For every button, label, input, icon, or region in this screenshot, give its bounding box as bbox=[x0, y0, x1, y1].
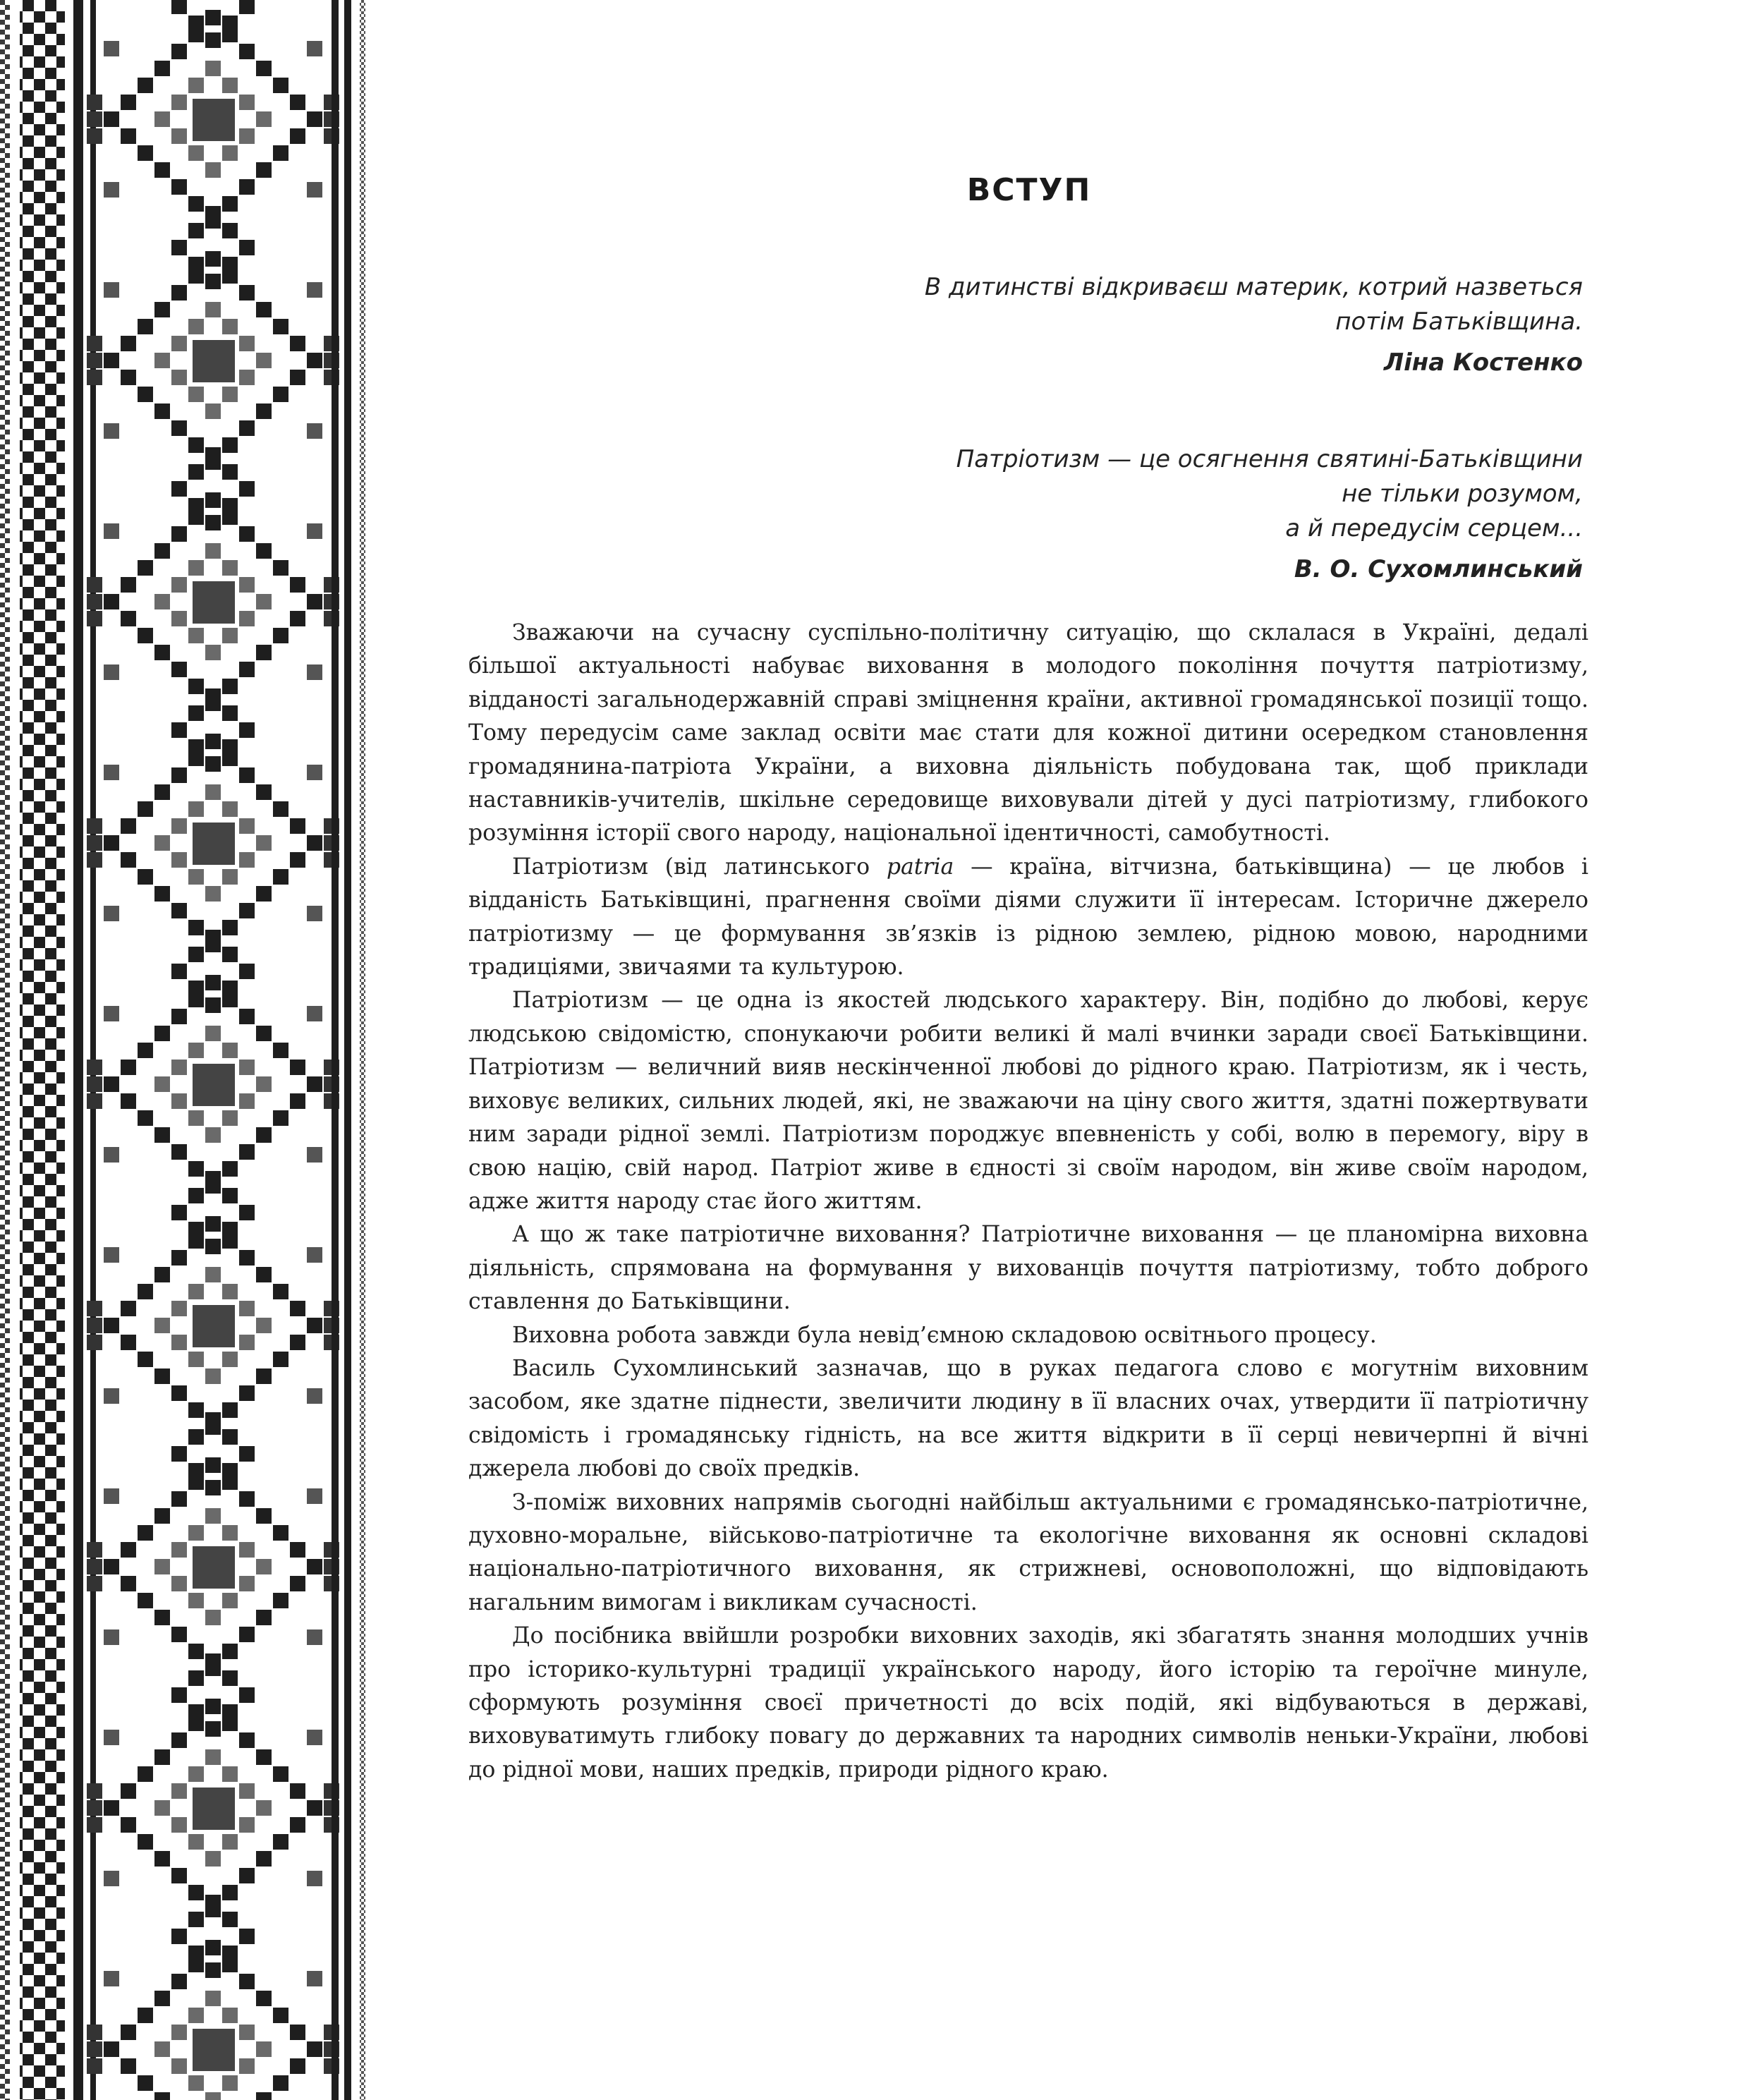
embroidery-ornament-border bbox=[0, 0, 374, 2100]
paragraph-text: Патріотизм (від латинського bbox=[512, 854, 887, 880]
paragraph: Виховна робота завжди була невід’ємною складовою освітнього процесу. bbox=[512, 1322, 1377, 1348]
epigraph-line: потім Батьківщина. bbox=[1335, 308, 1583, 336]
paragraph: А що ж таке патріотичне виховання? Патріотичне виховання — це планомірна виховна діяльність, спрямована на формування у вихованців почуття патріотизму, тобто доброго ставлення до Батьківщини. bbox=[468, 1222, 1588, 1315]
ornament-checker-band bbox=[20, 0, 65, 2100]
epigraph-line: а й передусім серцем... bbox=[1285, 514, 1583, 542]
paragraph: Зважаючи на сучасну суспільно-політичну ситуацію, що склалася в Україні, дедалі більшої актуальності набуває виховання в молодого покоління почуття патріотизму, відданості загальнодержавній справі зміцнення країни, активної громадянської позиції тощо. Тому передусім саме заклад освіти має стати для кожної дитини осередком становлення громадянина-патріота України, а виховна діяльність побудована так, щоб приклади наставників-учителів, шкільне середовище виховували дітей у дусі патріотизму, глибокого розуміння історії свого народу, національної ідентичності, самобутності. bbox=[468, 620, 1588, 846]
ornament-stripe bbox=[332, 0, 339, 2100]
ornament-stripe bbox=[344, 0, 351, 2100]
latin-term: patria bbox=[886, 854, 954, 880]
page-content bbox=[468, 0, 1590, 2100]
ornament-edge-checker bbox=[360, 0, 365, 2100]
epigraph-sukhomlynsky bbox=[956, 442, 1583, 587]
epigraph-author: В. О. Сухомлинський bbox=[1294, 555, 1583, 583]
body-text bbox=[468, 617, 1588, 1787]
paragraph: Патріотизм — це одна із якостей людського характеру. Він, подібно до любові, керує людською свідомістю, спонукаючи робити великі й малі вчинки заради своєї Батьківщини. Патріотизм — величний вияв нескінченної любові до рідного краю. Патріотизм, як і честь, виховує великих, сильних людей, які, не зважаючи на ціну свого життя, здатні пожертвувати ним заради рідної землі. Патріотизм породжує впевненість у собі, волю в перемогу, віру в свою націю, свій народ. Патріот живе в єдності зі своїм народом, він живе своїм народом, адже життя народу стає його життям. bbox=[468, 988, 1588, 1214]
paragraph: Василь Сухомлинський зазначав, що в руках педагога слово є могутнім виховним засобом, яке здатне піднести, звеличити людину в її власних очах, утвердити її патріотичну свідомість і громадянську гідність, на все життя відкрити в її серці невичерпні й вічні джерела любові до своїх предків. bbox=[468, 1355, 1588, 1482]
epigraph-line: Патріотизм — це осягнення святині-Батьківщини bbox=[956, 445, 1583, 473]
paragraph-text: — країна, вітчизна, батьківщина) — це любов і відданість Батьківщині, прагнення своїми діями служити її інтересам. Історичне джерело патріотизму — це формування зв’язків із рідною землею, рідною мовою, народними традиціями, звичаями та культурою. bbox=[468, 854, 1588, 981]
paragraph: До посібника ввійшли розробки виховних заходів, які збагатять знання молодших учнів про історико-культурні традиції українського народу, його історію та героїчне минуле, сформують розуміння своєї причетності до всіх подій, які відбуваються в державі, виховуватимуть глибоку повагу до державних та народних символів неньки-України, любові до рідної мови, наших предків, природи рідного краю. bbox=[468, 1623, 1588, 1783]
ornament-stripe bbox=[73, 0, 83, 2100]
ornament-edge-checker bbox=[0, 0, 10, 2100]
epigraph-line: не тільки розумом, bbox=[1342, 480, 1583, 508]
epigraph-author: Ліна Костенко bbox=[1383, 348, 1583, 377]
epigraph-line: В дитинстві відкриваєш материк, котрий назветься bbox=[924, 273, 1583, 301]
paragraph bbox=[468, 851, 1588, 985]
paragraph: З-поміж виховних напрямів сьогодні найбільш актуальними є громадянсько-патріотичне, духовно-моральне, військово-патріотичне та екологічне виховання як основні складові національно-патріотичного виховання, як стрижневі, основоположні, що відповідають нагальним вимогам і викликам сучасності. bbox=[468, 1489, 1588, 1615]
epigraph-kostenko bbox=[925, 270, 1583, 380]
page-title: ВСТУП bbox=[966, 172, 1092, 208]
ornament-motifs bbox=[87, 0, 339, 2100]
